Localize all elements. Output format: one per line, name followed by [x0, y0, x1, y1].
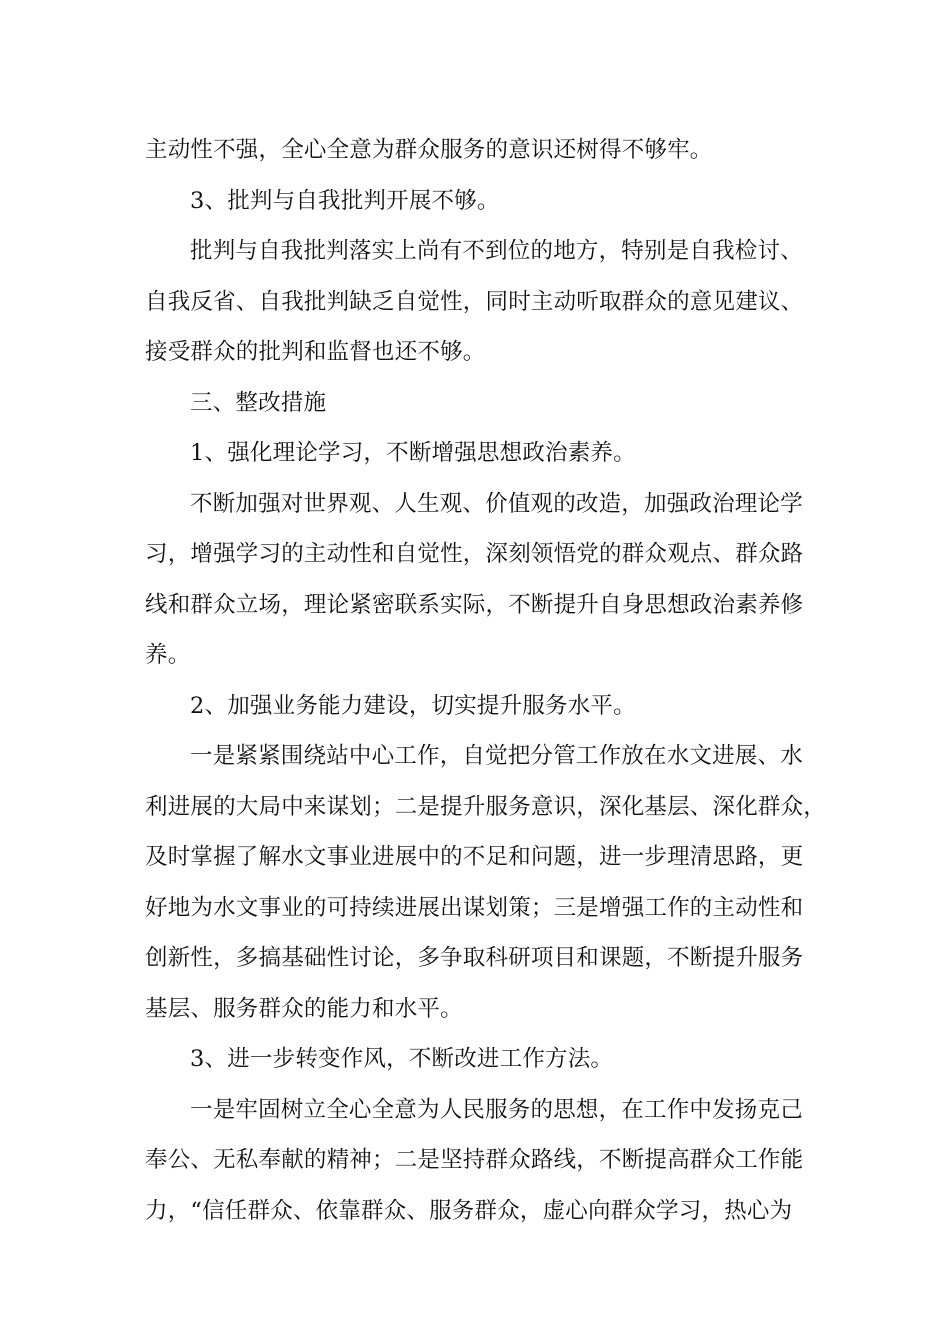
text-line: 好地为水文事业的可持续进展出谋划策；三是增强工作的主动性和 [145, 894, 804, 921]
text-line: 利进展的大局中来谋划；二是提升服务意识，深化基层、深化群众， [145, 793, 827, 820]
text-line: 线和群众立场，理论紧密联系实际，不断提升自身思想政治素养修 [145, 591, 804, 618]
text-line: 接受群众的批判和监督也还不够。 [145, 339, 486, 365]
text-line: 3、进一步转变作风，不断改进工作方法。 [190, 1046, 614, 1072]
text-line: 主动性不强，全心全意为群众服务的意识还树得不够牢。 [145, 137, 713, 163]
document-body [145, 125, 825, 1236]
text-line: 基层、服务群众的能力和水平。 [145, 995, 463, 1022]
text-line: 奉公、无私奉献的精神；二是坚持群众路线，不断提高群众工作能 [145, 1147, 804, 1173]
text-line: 一是紧紧围绕站中心工作，自觉把分管工作放在水文进展、水 [190, 743, 803, 769]
text-line: 创新性，多搞基础性讨论，多争取科研项目和课题，不断提升服务 [145, 945, 804, 971]
text-line: 1、强化理论学习，不断增强思想政治素养。 [190, 440, 636, 466]
text-line: 2、加强业务能力建设，切实提升服务水平。 [190, 692, 636, 719]
text-line: 不断加强对世界观、人生观、价值观的改造，加强政治理论学 [190, 490, 803, 517]
text-line: 一是牢固树立全心全意为人民服务的思想，在工作中发扬克己 [190, 1096, 803, 1123]
text-line: 3、批判与自我批判开展不够。 [190, 187, 500, 214]
text-line: 力，“信任群众、依靠群众、服务群众，虚心向群众学习，热心为 [145, 1197, 793, 1224]
text-line: 三、整改措施 [190, 389, 327, 416]
text-line: 及时掌握了解水文事业进展中的不足和问题，进一步理清思路，更 [145, 844, 804, 870]
text-line: 习，增强学习的主动性和自觉性，深刻领悟党的群众观点、群众路 [145, 541, 804, 567]
text-line: 自我反省、自我批判缺乏自觉性，同时主动听取群众的意见建议、 [145, 288, 804, 315]
text-line: 养。 [145, 642, 191, 668]
text-line: 批判与自我批判落实上尚有不到位的地方，特别是自我检讨、 [190, 238, 803, 264]
